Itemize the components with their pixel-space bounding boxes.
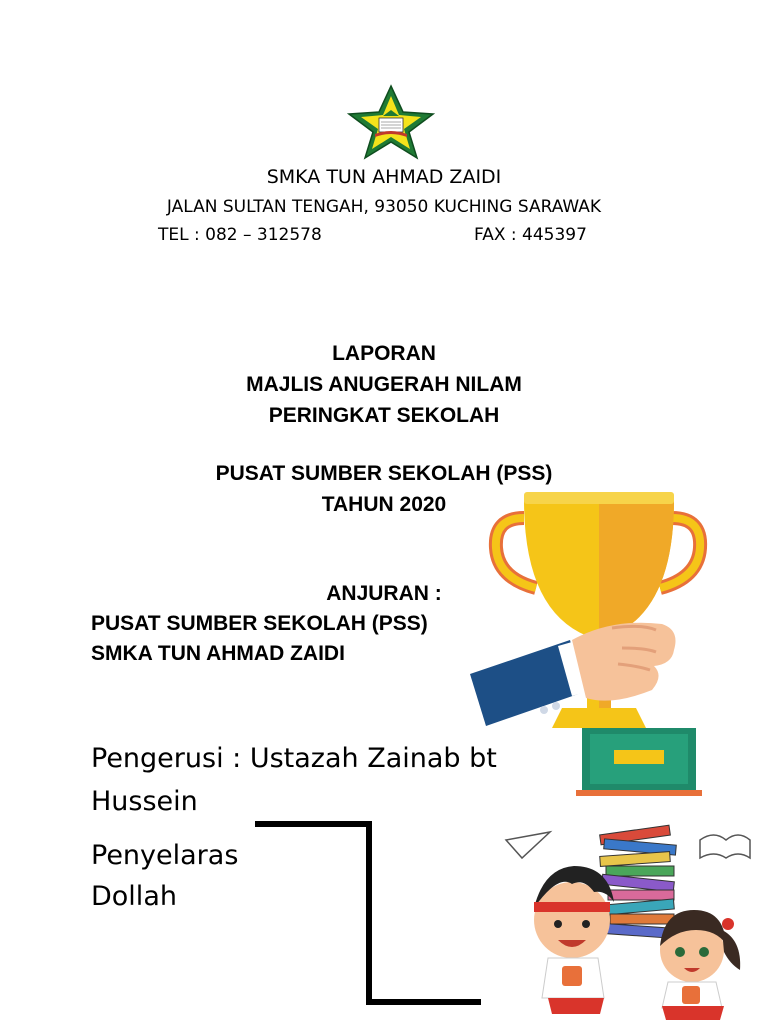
organizer-label: ANJURAN : bbox=[326, 582, 442, 605]
chairperson-line2: Hussein bbox=[91, 786, 198, 817]
school-crest-icon bbox=[347, 84, 435, 160]
school-fax: FAX : 445397 bbox=[474, 225, 587, 245]
report-title-line4: PUSAT SUMBER SEKOLAH (PSS) bbox=[215, 462, 553, 485]
report-title-line1: LAPORAN bbox=[332, 342, 436, 365]
connector-line bbox=[255, 820, 485, 1010]
organizer-line1: PUSAT SUMBER SEKOLAH (PSS) bbox=[91, 612, 428, 635]
report-year: TAHUN 2020 bbox=[321, 493, 447, 516]
report-title-line3: PERINGKAT SEKOLAH bbox=[268, 404, 500, 427]
report-title-line2: MAJLIS ANUGERAH NILAM bbox=[246, 373, 522, 396]
organizer-line2: SMKA TUN AHMAD ZAIDI bbox=[91, 642, 345, 665]
trophy-illustration bbox=[462, 478, 712, 798]
coordinator-line1: Penyelaras bbox=[91, 840, 239, 871]
chairperson-line1: Pengerusi : Ustazah Zainab bt bbox=[91, 743, 497, 774]
coordinator-line2: Dollah bbox=[91, 881, 177, 912]
kids-with-books-illustration bbox=[500, 800, 768, 1024]
school-telephone: TEL : 082 – 312578 bbox=[158, 225, 322, 245]
school-address: JALAN SULTAN TENGAH, 93050 KUCHING SARAWAK bbox=[166, 197, 602, 217]
school-name: SMKA TUN AHMAD ZAIDI bbox=[266, 166, 502, 188]
